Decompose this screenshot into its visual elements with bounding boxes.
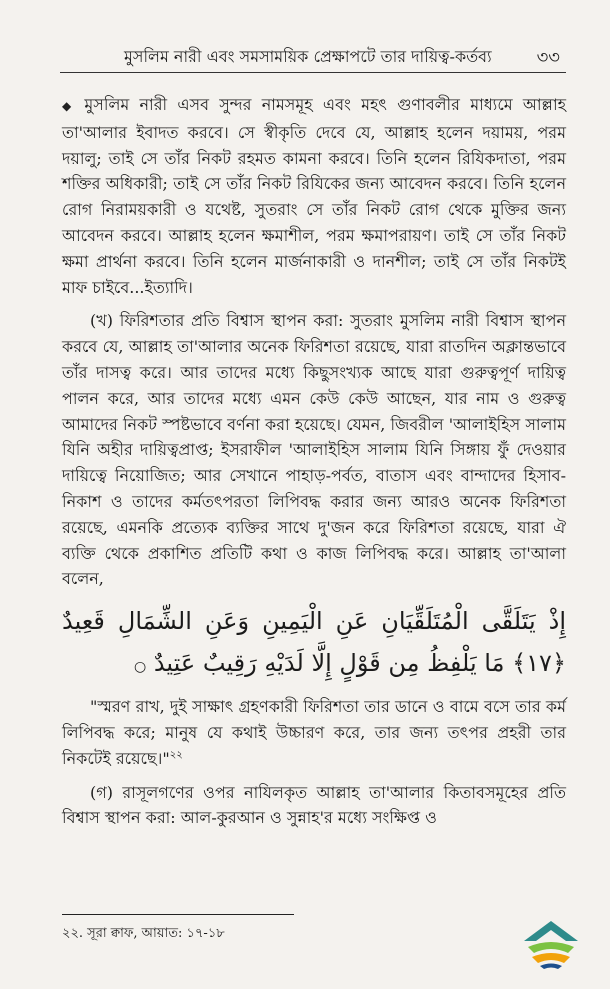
footnote-divider [62,914,294,915]
footnote: ২২. সূরা ক্বাফ, আয়াত: ১৭-১৮ [62,926,225,941]
publisher-logo-icon [516,917,586,971]
running-header [60,38,566,73]
quran-verse-arabic [62,600,566,688]
footnote-reference: ২২ [169,749,183,761]
diamond-bullet-icon: ◆ [62,99,77,113]
paragraph-names-attributes [62,92,566,300]
page-number: ৩৩ [536,47,560,68]
verse-end-marker: ○ [133,659,147,676]
paragraph-books: (গ) রাসূলগণের ওপর নাযিলকৃত আল্লাহ তা'আলার কিতাবসমূহের প্রতি বিশ্বাস স্থাপন করা: আল-কুরআন ও সুন্নাহ'র মধ্যে সংক্ষিপ্ত ও [62,782,566,828]
translation-text: "স্মরণ রাখ, দুই সাক্ষাৎ গ্রহণকারী ফিরিশতা তার ডানে ও বামে বসে তার কর্ম লিপিবদ্ধ করে; মানুষ যে কথাই উচ্চারণ করে, তার জন্য তৎপর প্রহরী তার নিকটেই রয়েছে।" [62,697,566,768]
paragraph-text: মুসলিম নারী এসব সুন্দর নামসমূহ এবং মহৎ গুণাবলীর মাধ্যমে আল্লাহ তা'আলার ইবাদত করবে। সে স্বীকৃতি দেবে যে, আল্লাহ হলেন দয়াময়, পরম দয়ালু; তাই সে তাঁর নিকট রহমত কামনা করবে। তিনি হলেন রিযিকদাতা, পরম শক্তির অধিকারী; তাই সে তাঁর নিকট রিযিকের জন্য আবেদন করবে। তিনি হলেন রোগ নিরাময়কারী ও যথেষ্ট, সুতরাং সে তাঁর নিকট রোগ থেকে মুক্তির জন্য আবেদন করবে। আল্লাহ হলেন ক্ষমাশীল, পরম ক্ষমাপরায়ণ। তাই সে তাঁর নিকট ক্ষমা প্রার্থনা করবে। তিনি হলেন মার্জনাকারী ও দানশীল; তাই সে তাঁর নিকটই মাফ চাইবে...ইত্যাদি। [62,95,566,297]
paragraph-angels: (খ) ফিরিশতার প্রতি বিশ্বাস স্থাপন করা: সুতরাং মুসলিম নারী বিশ্বাস স্থাপন করবে যে, আল্লাহ তা'আলার অনেক ফিরিশতা রয়েছে, যারা রাতদিন অক্লান্তভাবে তাঁর দাসত্ব করে। আর তাদের মধ্যে কিছুসংখ্যক আছে যারা গুরুত্বপূর্ণ দায়িত্ব পালন করে, আর তাদের মধ্যে এমন কেউ কেউ আছেন, যার নাম ও গুরুত্ব আমাদের নিকট স্পষ্টভাবে বর্ণনা করা হয়েছে। যেমন, জিবরীল 'আলাইহিস সালাম যিনি অহীর দায়িত্বপ্রাপ্ত; ইসরাফীল 'আলাইহিস সালাম যিনি সিঙ্গায় ফুঁ দেওয়ার দায়িত্বে নিয়োজিত; আর সেখানে পাহাড়-পর্বত, বাতাস এবং বান্দাদের হিসাব-নিকাশ ও তাদের কর্মতৎপরতা লিপিবদ্ধ করার জন্য আরও অনেক ফিরিশতা রয়েছে, এমনকি প্রত্যেক ব্যক্তির সাথে দু'জন করে ফিরিশতা রয়েছে, যারা ঐ ব্যক্তি থেকে প্রকাশিত প্রতিটি কথা ও কাজ লিপিবদ্ধ করে। আল্লাহ তা'আলা বলেন, [62,311,566,589]
running-title: মুসলিম নারী এবং সমসাময়িক প্রেক্ষাপটে তার দায়িত্ব-কর্তব্য [124,47,492,66]
body-text [62,92,566,839]
arabic-text: إِذْ يَتَلَقَّى الْمُتَلَقِّيَانِ عَنِ الْيَمِينِ وَعَنِ الشِّمَالِ قَعِيدٌ ﴿١٧﴾ مَا يَلْفِظُ مِن قَوْلٍ إِلَّا لَدَيْهِ رَقِيبٌ عَتِيدٌ [62,607,566,678]
verse-translation [62,694,566,771]
